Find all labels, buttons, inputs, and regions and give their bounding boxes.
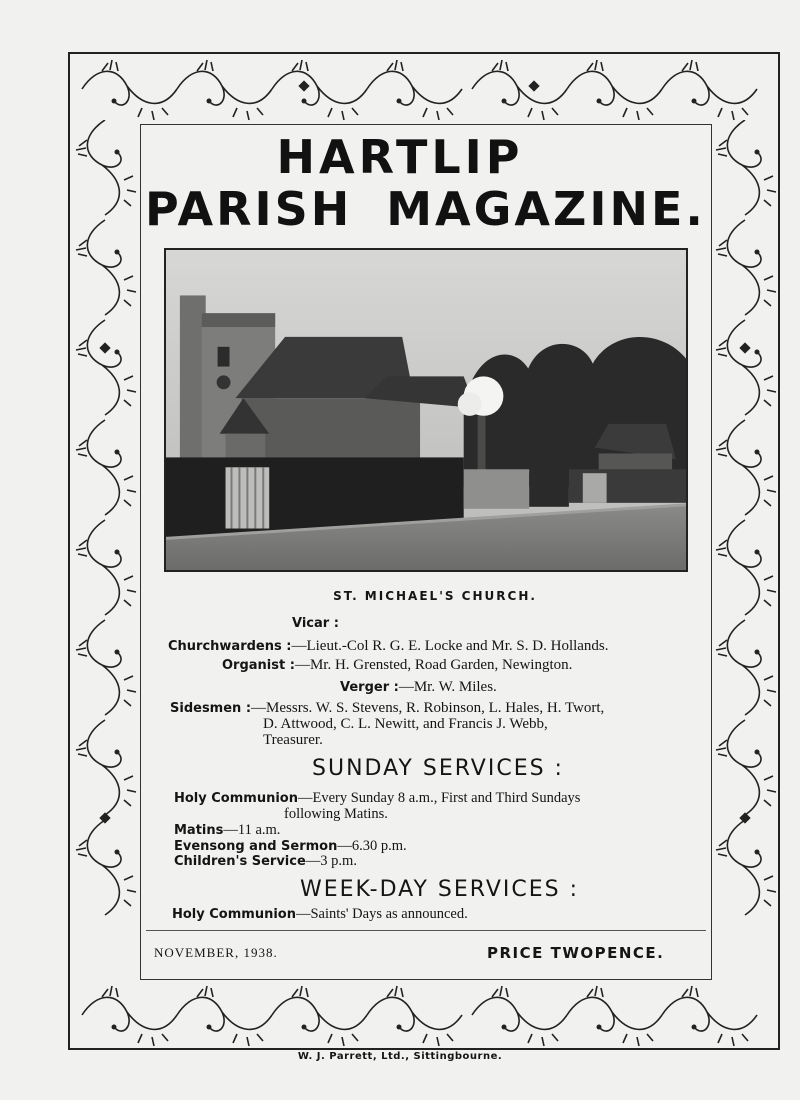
left-floral-border [72, 120, 138, 982]
childrens-service-value: —3 p.m. [305, 853, 357, 869]
evensong-label: Evensong and Sermon [174, 839, 338, 854]
evensong-value: —6.30 p.m. [337, 838, 407, 854]
church-photograph [164, 248, 688, 572]
organist-label: Organist : [222, 658, 295, 673]
churchwardens-line [168, 638, 609, 655]
sidesmen-line-2: D. Attwood, C. L. Newitt, and Francis J. Webb, [263, 716, 548, 732]
church-photo-illustration [166, 250, 686, 570]
verger-value: —Mr. W. Miles. [398, 679, 497, 695]
sunday-holy-communion-label: Holy Communion [174, 791, 298, 806]
matins-value: —11 a.m. [223, 822, 281, 838]
issue-date: NOVEMBER, 1938. [154, 945, 278, 960]
sunday-holy-communion-value: —Every Sunday 8 a.m., First and Third Sundays [297, 790, 581, 806]
weekday-holy-communion [172, 906, 468, 923]
matins-label: Matins [174, 823, 224, 838]
right-floral-border [712, 120, 778, 982]
weekday-holy-communion-value: —Saints' Days as announced. [295, 906, 468, 922]
weekday-holy-communion-label: Holy Communion [172, 907, 296, 922]
verger-label: Verger : [340, 680, 399, 695]
photo-caption: ST. MICHAEL'S CHURCH. [333, 589, 537, 603]
sidesmen-value-1: —Messrs. W. S. Stevens, R. Robinson, L. Hales, H. Twort, [251, 700, 605, 716]
top-floral-border [72, 56, 778, 122]
sunday-services-heading: SUNDAY SERVICES : [312, 756, 564, 781]
issue-price: PRICE TWOPENCE. [487, 944, 665, 962]
vicar-label: Vicar : [292, 616, 339, 631]
sunday-holy-communion [174, 790, 580, 807]
printer-credit: W. J. Parrett, Ltd., Sittingbourne. [297, 1051, 503, 1062]
sidesmen-line [170, 700, 604, 717]
organist-line [222, 657, 572, 674]
sidesmen-line-3: Treasurer. [263, 732, 323, 748]
sidesmen-label: Sidesmen : [170, 701, 252, 716]
verger-line [340, 679, 497, 696]
vicar-line [292, 615, 339, 632]
footer-divider [146, 930, 706, 931]
organist-value: —Mr. H. Grensted, Road Garden, Newington. [294, 657, 573, 673]
sunday-holy-communion-cont: following Matins. [284, 806, 388, 822]
bottom-floral-border [72, 982, 778, 1048]
magazine-title-line-2 [145, 182, 710, 236]
churchwardens-label: Churchwardens : [168, 639, 292, 654]
magazine-title-line-1: HARTLIP [276, 130, 524, 184]
churchwardens-value: —Lieut.-Col R. G. E. Locke and Mr. S. D. Hollands. [291, 638, 609, 654]
matins-line [174, 822, 280, 839]
childrens-service-label: Children's Service [174, 854, 306, 869]
childrens-service-line [174, 853, 357, 870]
weekday-services-heading: WEEK-DAY SERVICES : [300, 877, 580, 902]
title-word-magazine: MAGAZINE. [386, 182, 706, 236]
title-word-parish: PARISH [145, 182, 353, 236]
